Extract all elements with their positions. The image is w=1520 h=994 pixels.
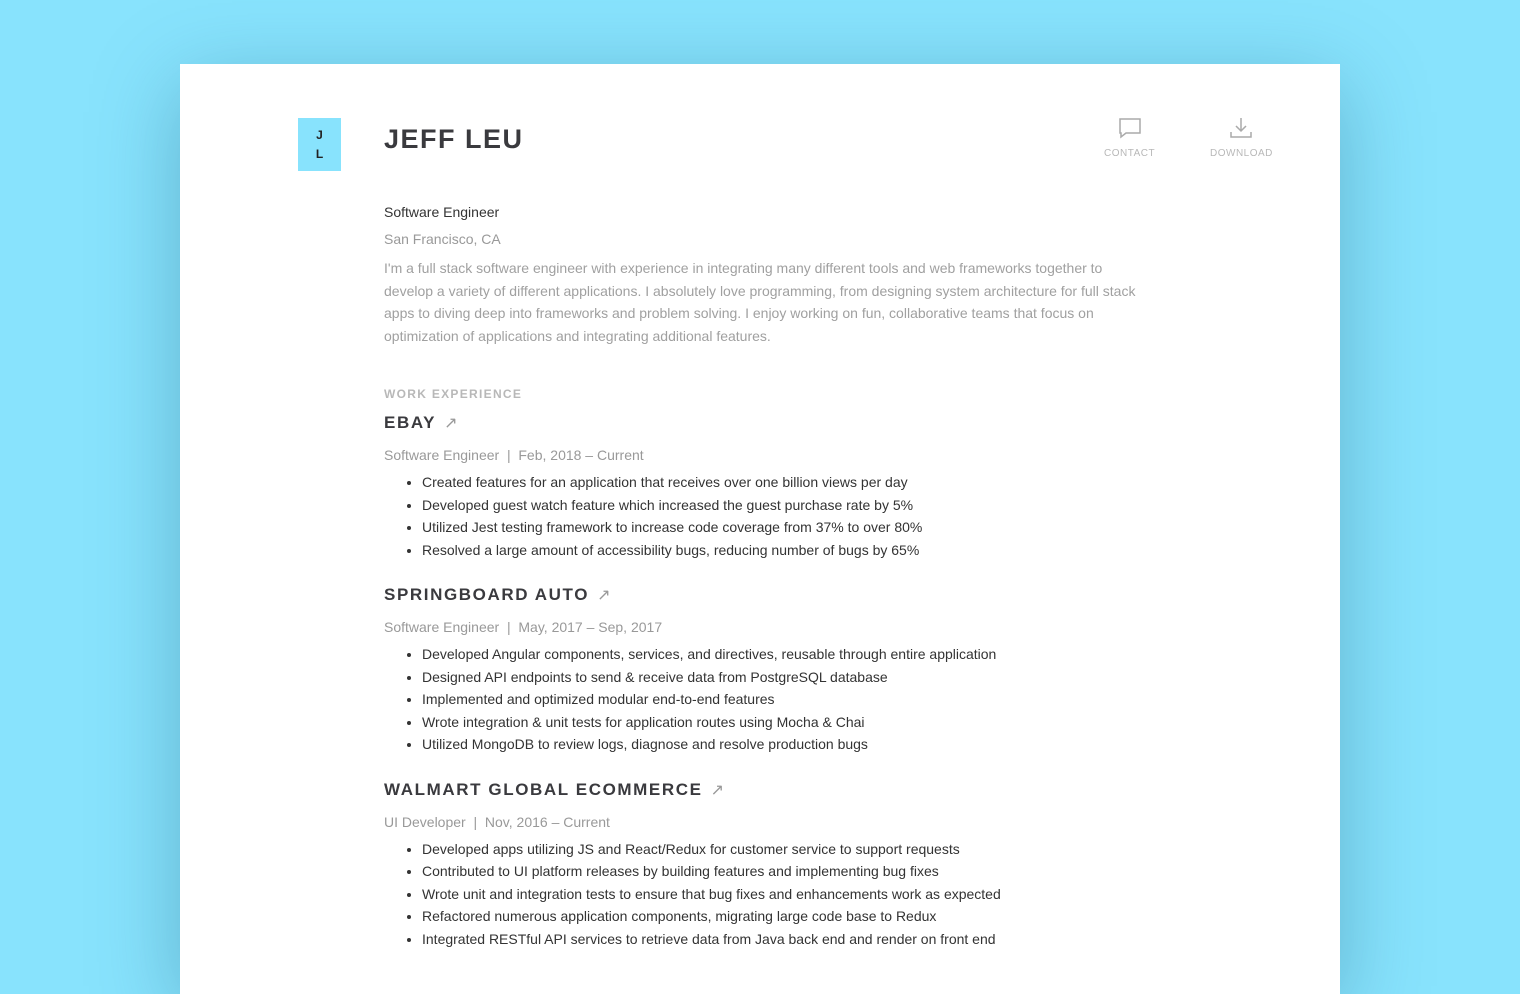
list-item: • Implemented and optimized modular end-to-end features (422, 688, 1144, 711)
job-title: Software Engineer (384, 204, 500, 220)
company-name (384, 585, 1144, 605)
list-item: • Wrote integration & unit tests for application routes using Mocha & Chai (422, 711, 1144, 734)
contact-label: CONTACT (1104, 148, 1156, 159)
job-meta: Software Engineer | Feb, 2018 – Current (384, 447, 644, 463)
company-label: EBAY (384, 413, 437, 432)
download-label: DOWNLOAD (1210, 148, 1273, 159)
list-item: • Integrated RESTful API services to retrieve data from Java back end and render on front end (422, 928, 1144, 951)
list-item: • Developed Angular components, services, and directives, reusable through entire application (422, 643, 1144, 666)
job-entry (384, 780, 1144, 951)
list-item: • Refactored numerous application components, migrating large code base to Redux (422, 905, 1144, 928)
initial-first: J (316, 128, 323, 142)
external-link-icon[interactable]: ↗ (597, 587, 613, 604)
bullet-list (384, 838, 1144, 951)
list-item: • Developed guest watch feature which increased the guest purchase rate by 5% (422, 494, 1144, 517)
bullet-list (384, 643, 1144, 756)
list-item: • Contributed to UI platform releases by building features and implementing bug fixes (422, 860, 1144, 883)
list-item: • Resolved a large amount of accessibility bugs, reducing number of bugs by 65% (422, 539, 1144, 562)
company-name (384, 413, 1144, 433)
external-link-icon[interactable]: ↗ (444, 415, 460, 432)
download-button[interactable] (1210, 116, 1273, 159)
summary: I'm a full stack software engineer with experience in integrating many different tools and web frameworks together to develop a variety of different applications. I absolutely love programming, from designing system architecture for full stack apps to diving deep into frameworks and problem solving. I enjoy working on fun, collaborative teams that focus on optimization of applications and integrating additional features. (384, 260, 1136, 344)
list-item: • Utilized Jest testing framework to increase code coverage from 37% to over 80% (422, 516, 1144, 539)
list-item: • Wrote unit and integration tests to ensure that bug fixes and enhancements work as expected (422, 883, 1144, 906)
job-entry (384, 585, 1144, 756)
company-label: SPRINGBOARD AUTO (384, 585, 590, 604)
resume-page (180, 64, 1340, 994)
person-name: JEFF LEU (384, 124, 524, 154)
initials-logo (298, 118, 341, 171)
contact-button[interactable] (1104, 116, 1155, 159)
company-label: WALMART GLOBAL ECOMMERCE (384, 779, 703, 799)
list-item: • Utilized MongoDB to review logs, diagnose and resolve production bugs (422, 733, 1144, 756)
location: San Francisco, CA (384, 231, 501, 247)
job-meta: Software Engineer | May, 2017 – Sep, 2017 (384, 619, 663, 635)
job-entry (384, 413, 1144, 561)
external-link-icon[interactable]: ↗ (710, 781, 726, 799)
section-heading: WORK EXPERIENCE (384, 387, 523, 401)
bullet-list (384, 471, 1144, 561)
chat-bubble-icon (1118, 116, 1142, 140)
download-icon (1229, 116, 1253, 140)
list-item: • Designed API endpoints to send & receive data from PostgreSQL database (422, 666, 1144, 689)
initial-last: L (315, 147, 324, 161)
list-item: • Created features for an application that receives over one billion views per day (422, 471, 1144, 494)
list-item: • Developed apps utilizing JS and React/Redux for customer service to support requests (422, 838, 1144, 861)
job-meta: UI Developer | Nov, 2016 – Current (384, 813, 610, 830)
company-name (384, 780, 1144, 800)
